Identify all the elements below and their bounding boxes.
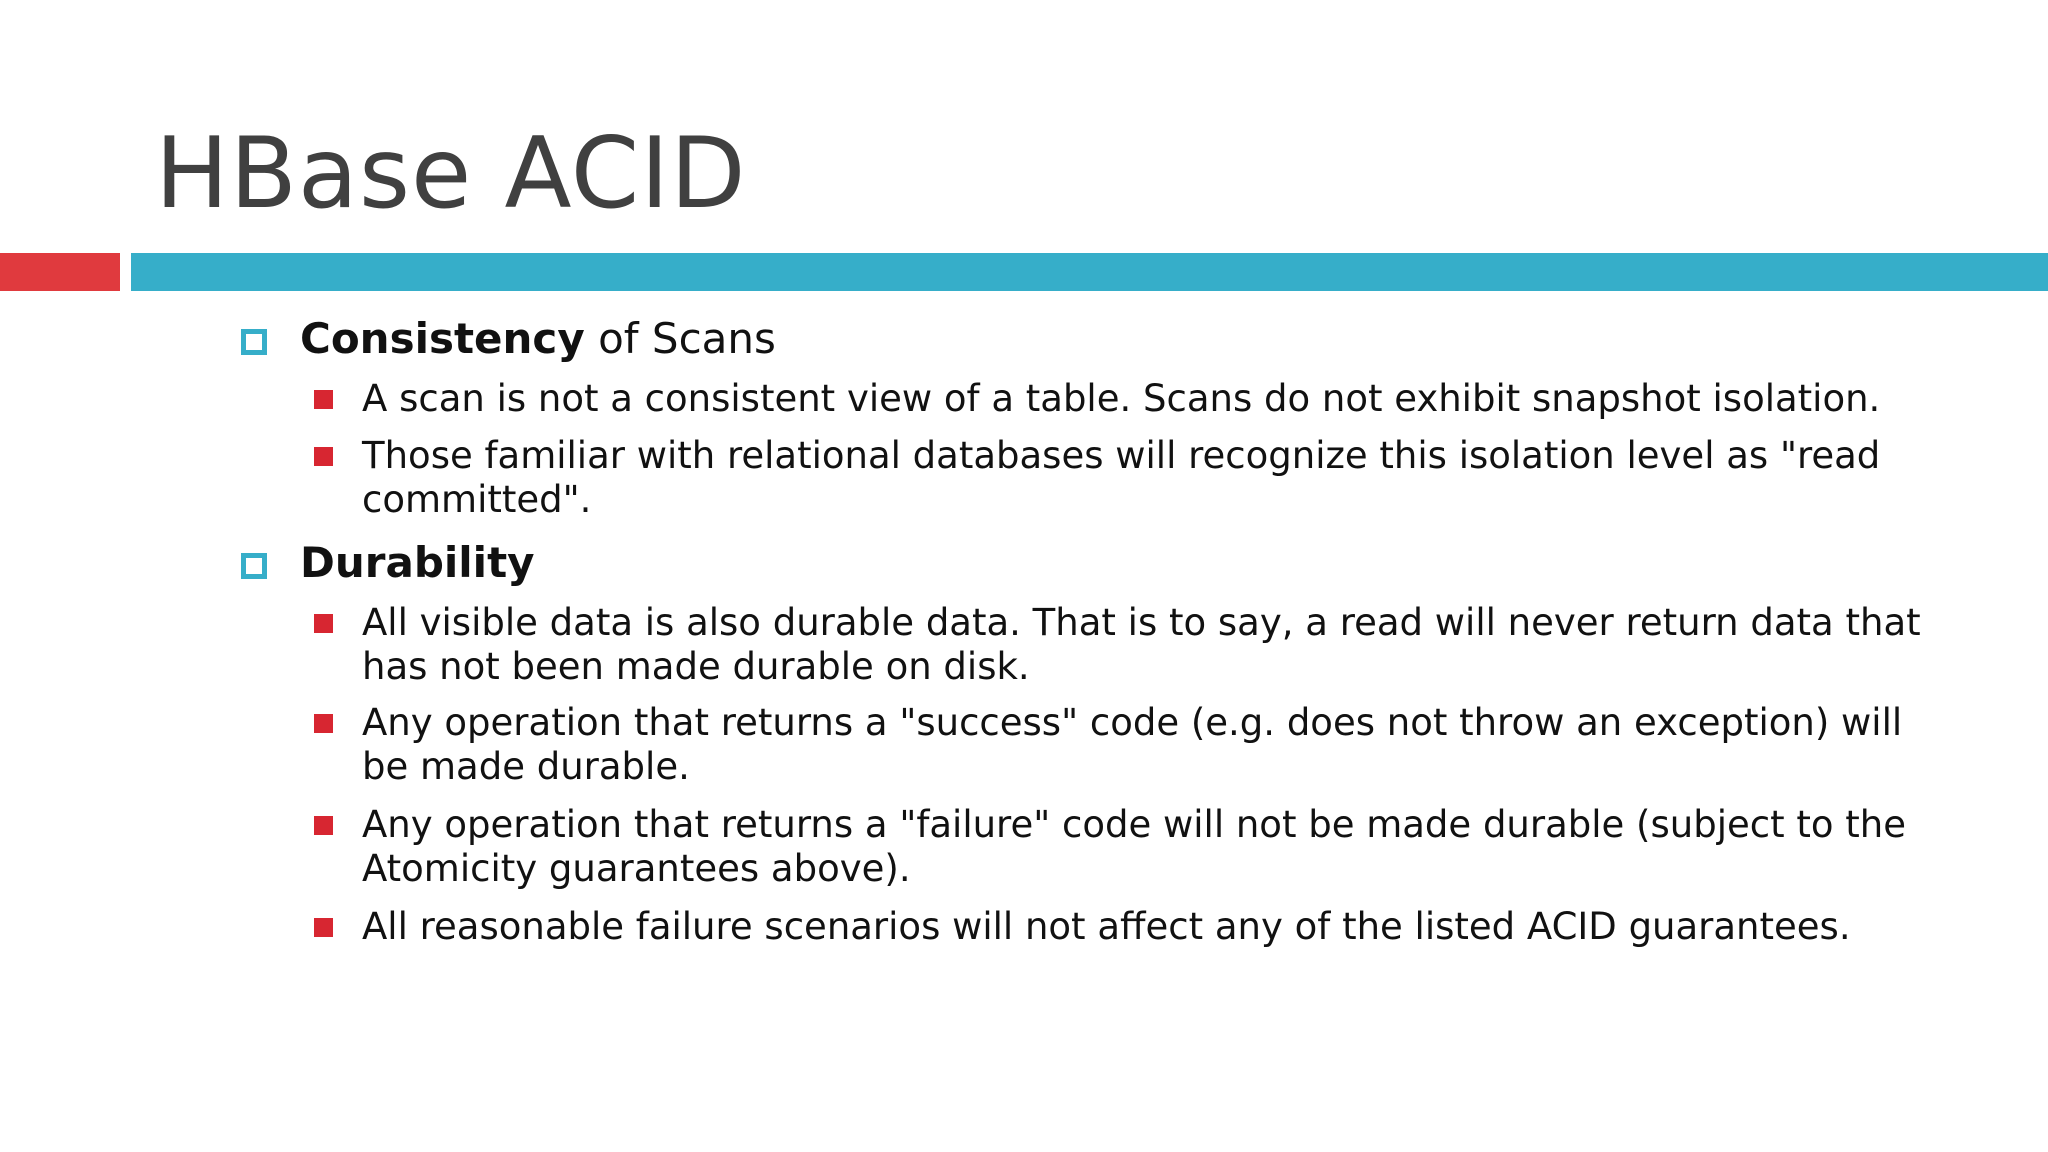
square-filled-bullet-icon	[314, 918, 333, 937]
list-item: Those familiar with relational databases will recognize this isolation level as "read committed".	[362, 434, 1881, 521]
slide-title: HBase ACID	[155, 117, 747, 231]
title-accent-bar-red	[0, 253, 120, 291]
square-outline-bullet-icon	[241, 329, 267, 355]
list-item: A scan is not a consistent view of a table. Scans do not exhibit snapshot isolation.	[362, 377, 1881, 420]
square-outline-bullet-icon	[241, 553, 267, 579]
list-item: All visible data is also durable data. That is to say, a read will never return data that has not been made durable on disk.	[362, 601, 1921, 688]
square-filled-bullet-icon	[314, 447, 333, 466]
section-heading-bold: Consistency	[300, 314, 585, 363]
square-filled-bullet-icon	[314, 816, 333, 835]
square-filled-bullet-icon	[314, 390, 333, 409]
title-accent-bar-blue	[131, 253, 2048, 291]
list-item: All reasonable failure scenarios will not affect any of the listed ACID guarantees.	[362, 905, 1851, 948]
section-heading-rest: of Scans	[584, 314, 776, 363]
list-item: Any operation that returns a "failure" code will not be made durable (subject to the Atomicity guarantees above).	[362, 803, 1906, 890]
square-filled-bullet-icon	[314, 714, 333, 733]
section-heading-durability	[300, 538, 535, 587]
section-heading-consistency	[300, 314, 776, 363]
section-heading-bold: Durability	[300, 538, 535, 587]
list-item: Any operation that returns a "success" code (e.g. does not throw an exception) will be made durable.	[362, 701, 1903, 788]
square-filled-bullet-icon	[314, 614, 333, 633]
